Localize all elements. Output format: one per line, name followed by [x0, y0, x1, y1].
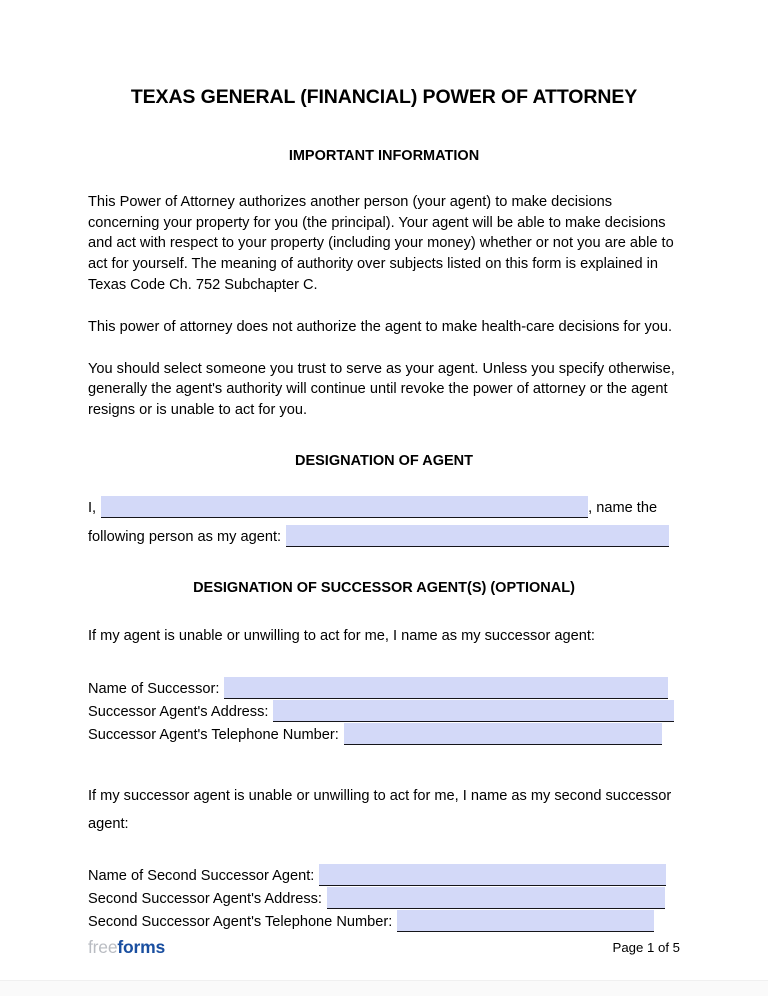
- second-successor-address-row: [88, 887, 680, 909]
- page-bottom-edge: [0, 980, 768, 996]
- section-heading-designation-of-successor-agents: DESIGNATION OF SUCCESSOR AGENT(S) (OPTIONAL): [193, 580, 575, 597]
- second-successor-address-label: Second Successor Agent's Address:: [88, 890, 322, 907]
- paragraph-health-care: This power of attorney does not authorize the agent to make health-care decisions for you.: [88, 318, 673, 335]
- principal-name-suffix-label: , name the: [588, 500, 658, 517]
- successor-name-row: [88, 677, 680, 699]
- successor-address-input[interactable]: [273, 700, 674, 722]
- agent-name-input[interactable]: [286, 525, 669, 547]
- paragraph-intro: This Power of Attorney authorizes another person (your agent) to make decisions concerning your property for you (the principal). Your agent will be able to make decisions and act with respect to your property (including your money) whether or not you are able to act for yourself. The meaning of authority over subjects listed on this form is explained in Texas Code Ch. 752 Subchapter C.: [88, 193, 674, 293]
- designation-of-agent-fields: [88, 470, 680, 547]
- paragraph-select-agent: You should select someone you trust to serve as your agent. Unless you specify otherwise, generally the agent's authority will continue until revoke the power of attorney or the agent resigns or is unable to act for you.: [88, 360, 675, 419]
- second-successor-agent-fields: [88, 838, 680, 932]
- logo-text-free: free: [88, 937, 118, 957]
- paragraph-second-successor-intro: If my successor agent is unable or unwilling to act for me, I name as my second successor agent:: [88, 787, 672, 832]
- page-indicator: Page 1 of 5: [612, 940, 680, 955]
- second-successor-name-input[interactable]: [319, 864, 666, 886]
- principal-name-input[interactable]: [101, 496, 588, 518]
- section-heading-designation-of-agent: DESIGNATION OF AGENT: [294, 452, 474, 469]
- successor-address-row: [88, 700, 680, 722]
- page-title: TEXAS GENERAL (FINANCIAL) POWER OF ATTORNEY: [130, 86, 638, 108]
- successor-phone-input[interactable]: [344, 723, 662, 745]
- successor-phone-label: Successor Agent's Telephone Number:: [88, 726, 339, 743]
- second-successor-phone-row: [88, 910, 680, 932]
- successor-name-label: Name of Successor:: [88, 680, 220, 697]
- page-footer: [88, 936, 680, 962]
- principal-name-prefix-label: I,: [88, 500, 97, 517]
- paragraph-successor-intro: If my agent is unable or unwilling to act for me, I name as my successor agent:: [88, 627, 595, 644]
- section-heading-important-information: IMPORTANT INFORMATION: [288, 148, 480, 165]
- second-successor-name-row: [88, 864, 680, 886]
- freeforms-logo[interactable]: [88, 936, 165, 958]
- agent-name-label: following person as my agent:: [88, 529, 282, 546]
- logo-text-forms: forms: [117, 937, 165, 957]
- second-successor-phone-label: Second Successor Agent's Telephone Number:: [88, 913, 393, 930]
- successor-agent-fields: [88, 647, 680, 745]
- second-successor-address-input[interactable]: [327, 887, 665, 909]
- successor-phone-row: [88, 723, 680, 745]
- second-successor-name-label: Name of Second Successor Agent:: [88, 867, 315, 884]
- successor-address-label: Successor Agent's Address:: [88, 703, 269, 720]
- agent-name-row: [88, 525, 680, 547]
- page-content: [88, 0, 680, 933]
- second-successor-phone-input[interactable]: [397, 910, 654, 932]
- successor-name-input[interactable]: [224, 677, 668, 699]
- principal-name-row: [88, 496, 680, 518]
